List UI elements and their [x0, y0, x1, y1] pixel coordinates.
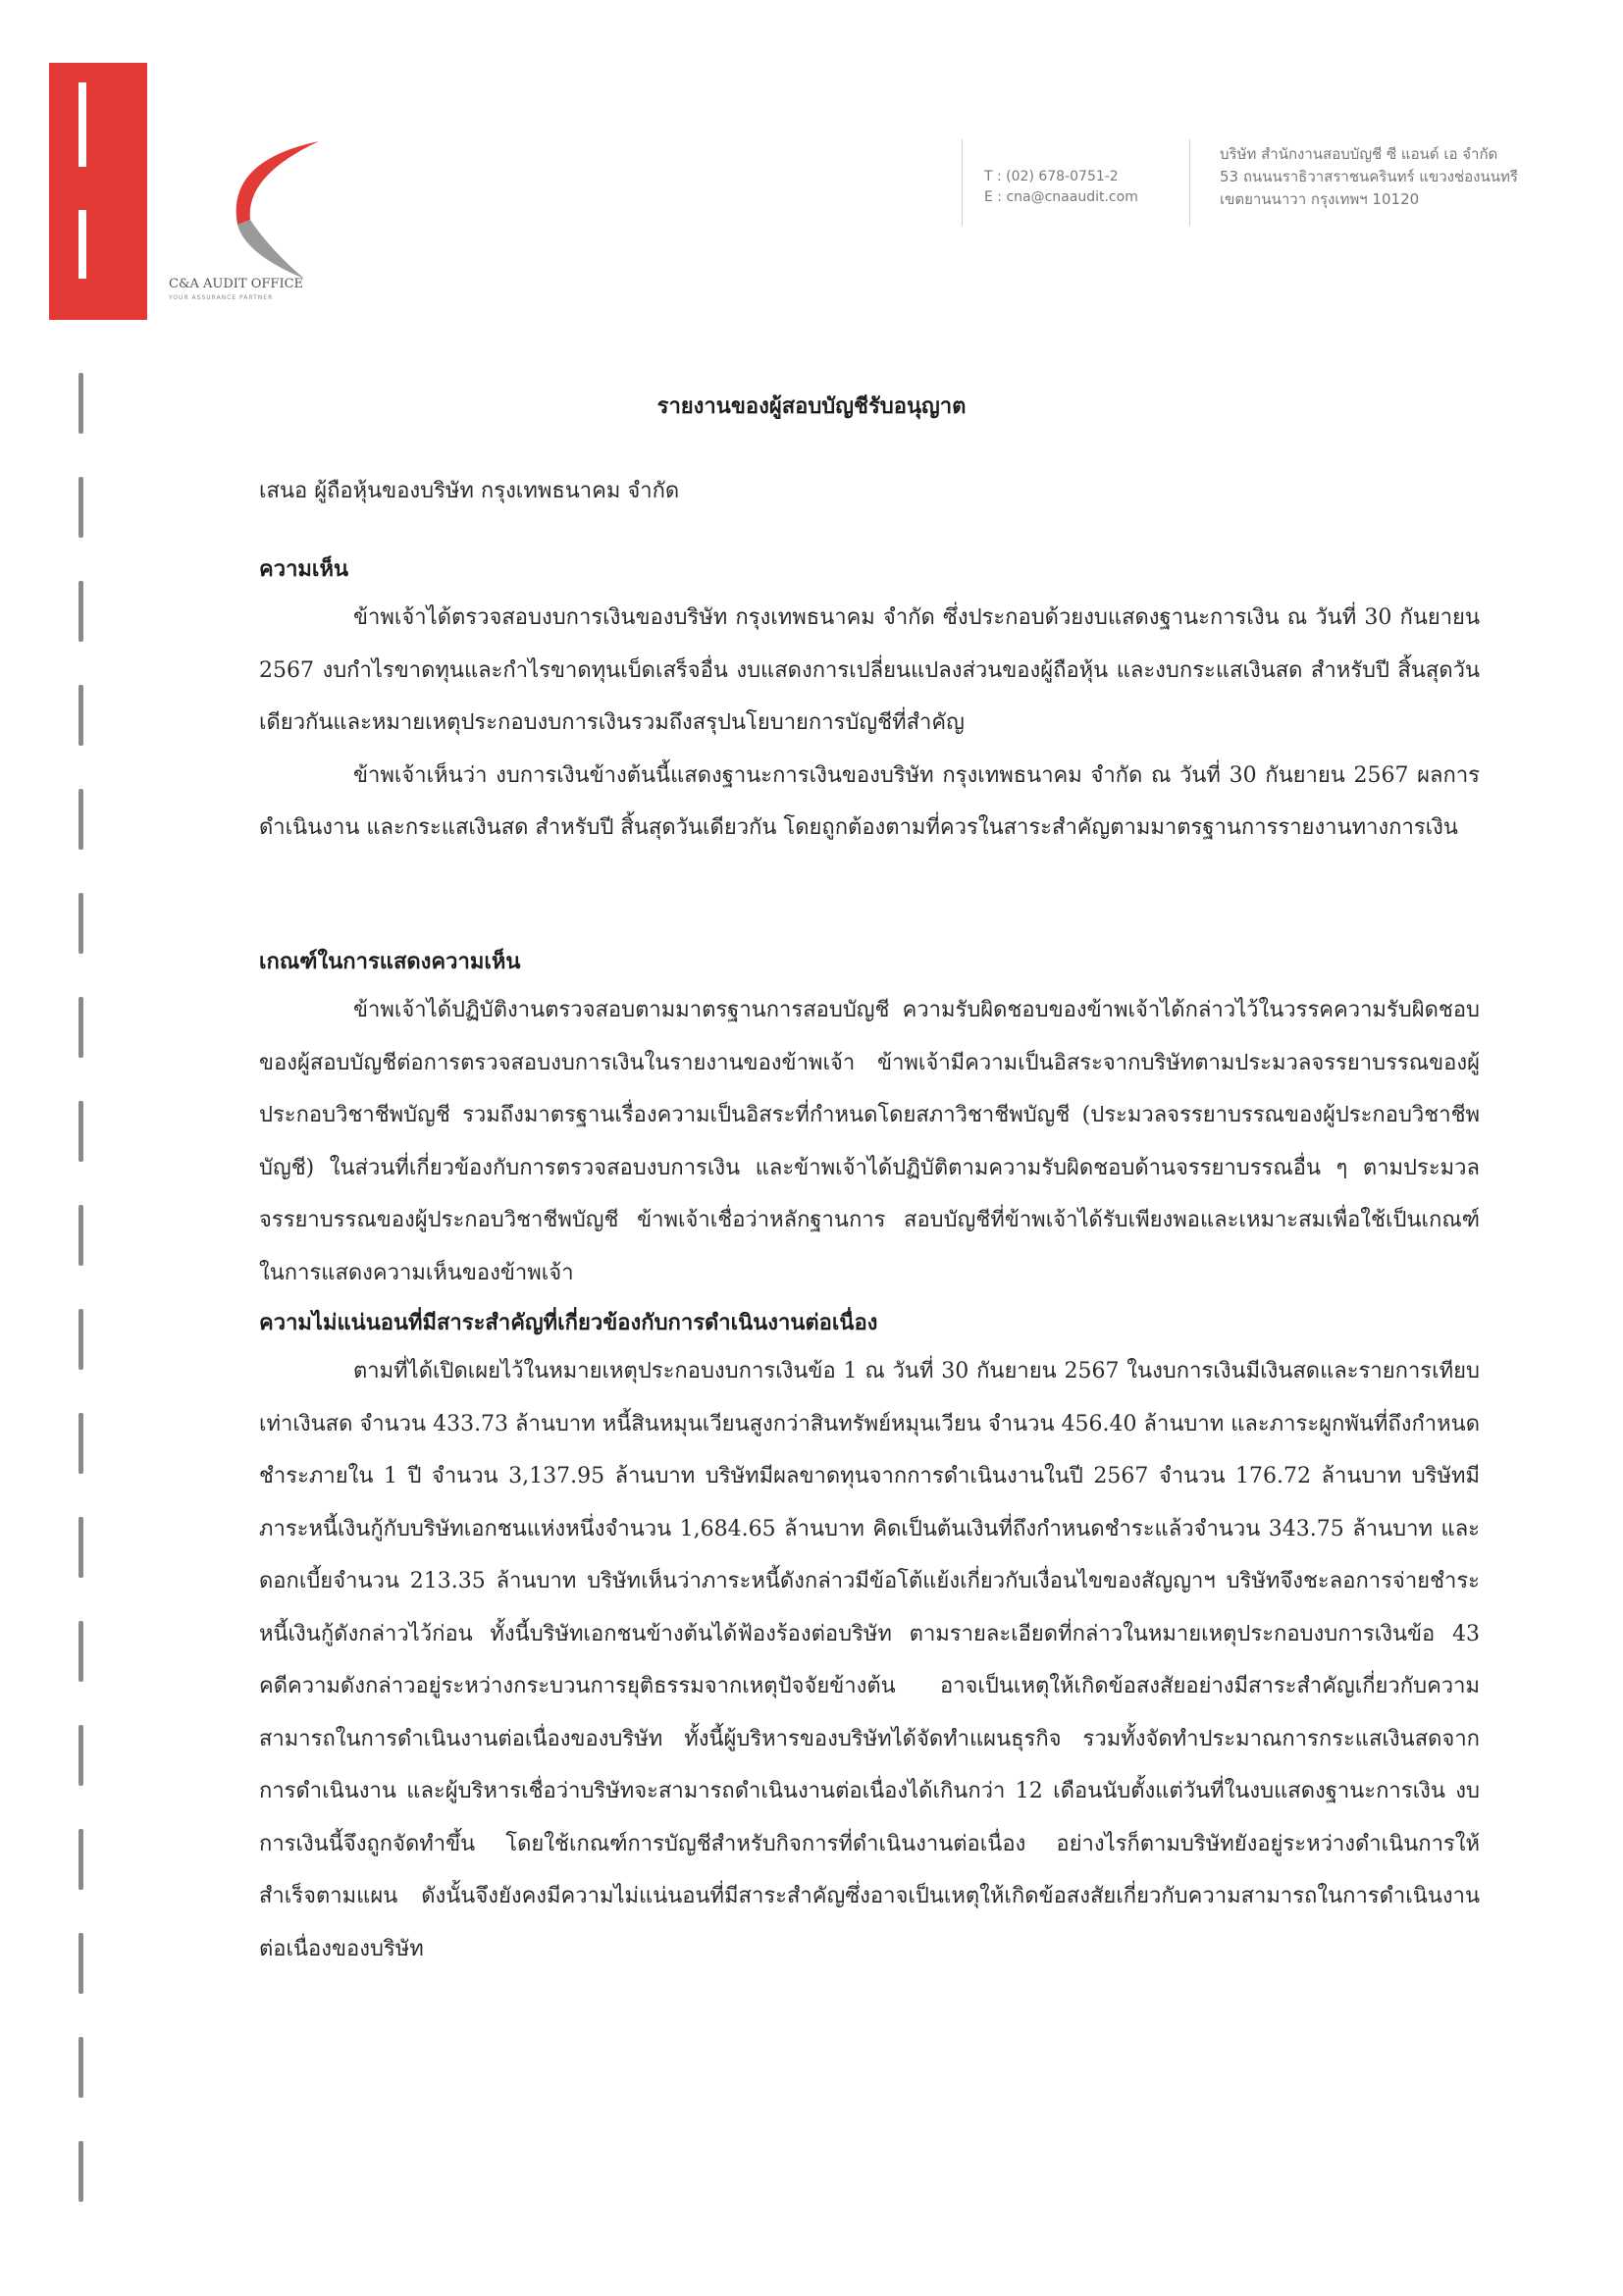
paragraph: ข้าพเจ้าเห็นว่า งบการเงินข้างต้นนี้แสดงฐานะการเงินของบริษัท กรุงเทพธนาคม จำกัด ณ วันที่ 30 กันยายน 2567 ผลการดำเนินงาน และกระแสเงินสด สำหรับปี สิ้นสุดวันเดียวกัน โดยถูกต้องตามที่ควรในสาระสำคัญตามมาตรฐานการรายงานทางการเงิน — [259, 762, 1480, 840]
binding-mark — [79, 1413, 83, 1474]
binding-holes — [71, 294, 90, 2257]
binding-mark — [79, 1309, 83, 1370]
addressee: เสนอ ผู้ถือหุ้นของบริษัท กรุงเทพธนาคม จำกัด — [259, 479, 680, 503]
logo-red-bar — [49, 63, 147, 320]
section-body-basis — [259, 984, 1480, 1299]
section-body-going-concern — [259, 1345, 1480, 1975]
email-address: E : cna@cnaaudit.com — [984, 189, 1138, 205]
address-line: เขตยานนาวา กรุงเทพฯ 10120 — [1220, 190, 1420, 208]
address-line: 53 ถนนนราธิวาสราชนครินทร์ แขวงช่องนนทรี — [1220, 168, 1518, 185]
header-divider — [1189, 139, 1190, 226]
binding-mark — [79, 477, 83, 538]
section-body-opinion — [259, 592, 1480, 855]
address-line: บริษัท สำนักงานสอบบัญชี ซี แอนด์ เอ จำกัด — [1220, 145, 1498, 163]
binding-mark — [79, 997, 83, 1058]
binding-mark — [79, 1205, 83, 1266]
binding-mark — [79, 789, 83, 850]
binding-mark — [79, 581, 83, 642]
binding-mark — [79, 2037, 83, 2098]
section-heading-opinion: ความเห็น — [259, 556, 348, 582]
section-heading-going-concern: ความไม่แน่นอนที่มีสาระสำคัญที่เกี่ยวข้องกับการดำเนินงานต่อเนื่อง — [259, 1310, 878, 1335]
paragraph: ข้าพเจ้าได้ตรวจสอบงบการเงินของบริษัท กรุงเทพธนาคม จำกัด ซึ่งประกอบด้วยงบแสดงฐานะการเงิน ณ วันที่ 30 กันยายน 2567 งบกำไรขาดทุนและกำไรขาดทุนเบ็ดเสร็จอื่น งบแสดงการเปลี่ยนแปลงส่วนของผู้ถือหุ้น และงบกระแสเงินสด สำหรับปี สิ้นสุดวันเดียวกันและหมายเหตุประกอบงบการเงินรวมถึงสรุปนโยบายการบัญชีที่สำคัญ — [259, 605, 1480, 735]
paragraph: ตามที่ได้เปิดเผยไว้ในหมายเหตุประกอบงบการเงินข้อ 1 ณ วันที่ 30 กันยายน 2567 ในงบการเงินมีเงินสดและรายการเทียบเท่าเงินสด จำนวน 433.73 ล้านบาท หนี้สินหมุนเวียนสูงกว่าสินทรัพย์หมุนเวียน จำนวน 456.40 ล้านบาท และภาระผูกพันที่ถึงกำหนดชำระภายใน 1 ปี จำนวน 3,137.95 ล้านบาท บริษัทมีผลขาดทุนจากการดำเนินงานในปี 2567 จำนวน 176.72 ล้านบาท บริษัทมีภาระหนี้เงินกู้กับบริษัทเอกชนแห่งหนึ่งจำนวน 1,684.65 ล้านบาท คิดเป็นต้นเงินที่ถึงกำหนดชำระแล้วจำนวน 343.75 ล้านบาท และดอกเบี้ยจำนวน 213.35 ล้านบาท บริษัทเห็นว่าภาระหนี้ดังกล่าวมีข้อโต้แย้งเกี่ยวกับเงื่อนไขของสัญญาฯ บริษัทจึงชะลอการจ่ายชำระหนี้เงินกู้ดังกล่าวไว้ก่อน ทั้งนี้บริษัทเอกชนข้างต้นได้ฟ้องร้องต่อบริษัท ตามรายละเอียดที่กล่าวในหมายเหตุประกอบงบการเงินข้อ 43 คดีความดังกล่าวอยู่ระหว่างกระบวนการยุติธรรมจากเหตุปัจจัยข้างต้น อาจเป็นเหตุให้เกิดข้อสงสัยอย่างมีสาระสำคัญเกี่ยวกับความสามารถในการดำเนินงานต่อเนื่องของบริษัท ทั้งนี้ผู้บริหารของบริษัทได้จัดทำแผนธุรกิจ รวมทั้งจัดทำประมาณการกระแสเงินสดจากการดำเนินงาน และผู้บริหารเชื่อว่าบริษัทจะสามารถดำเนินงานต่อเนื่องได้เกินกว่า 12 เดือนนับตั้งแต่วันที่ในงบแสดงฐานะการเงิน งบการเงินนี้จึงถูกจัดทำขึ้น โดยใช้เกณฑ์การบัญชีสำหรับกิจการที่ดำเนินงานต่อเนื่อง อย่างไรก็ตามบริษัทยังอยู่ระหว่างดำเนินการให้สำเร็จตามแผน ดังนั้นจึงยังคงมีความไม่แน่นอนที่มีสาระสำคัญซึ่งอาจเป็นเหตุให้เกิดข้อสงสัยเกี่ยวกับความสามารถในการดำเนินงานต่อเนื่องของบริษัท — [259, 1359, 1480, 1961]
binding-mark — [79, 1933, 83, 1994]
binding-mark — [79, 1829, 83, 1890]
header-divider — [962, 139, 963, 226]
logo-tagline: YOUR ASSURANCE PARTNER — [169, 294, 274, 301]
binding-mark — [79, 893, 83, 954]
company-logo — [49, 63, 314, 318]
contact-info — [984, 167, 1138, 208]
company-address — [1220, 143, 1518, 211]
binding-mark — [79, 1517, 83, 1578]
logo-c-mark-icon — [196, 131, 334, 288]
phone-number: T : (02) 678-0751-2 — [984, 169, 1119, 184]
binding-mark — [79, 1101, 83, 1162]
binding-mark — [79, 2141, 83, 2202]
logo-name: C&A AUDIT OFFICE — [169, 277, 304, 291]
report-title: รายงานของผู้สอบบัญชีรับอนุญาต — [656, 393, 967, 419]
binding-mark — [79, 1725, 83, 1786]
paragraph: ข้าพเจ้าได้ปฏิบัติงานตรวจสอบตามมาตรฐานการสอบบัญชี ความรับผิดชอบของข้าพเจ้าได้กล่าวไว้ในวรรคความรับผิดชอบของผู้สอบบัญชีต่อการตรวจสอบงบการเงินในรายงานของข้าพเจ้า ข้าพเจ้ามีความเป็นอิสระจากบริษัทตามประมวลจรรยาบรรณของผู้ประกอบวิชาชีพบัญชี รวมถึงมาตรฐานเรื่องความเป็นอิสระที่กำหนดโดยสภาวิชาชีพบัญชี (ประมวลจรรยาบรรณของผู้ประกอบวิชาชีพบัญชี) ในส่วนที่เกี่ยวข้องกับการตรวจสอบงบการเงิน และข้าพเจ้าได้ปฏิบัติตามความรับผิดชอบด้านจรรยาบรรณอื่น ๆ ตามประมวลจรรยาบรรณของผู้ประกอบวิชาชีพบัญชี ข้าพเจ้าเชื่อว่าหลักฐานการ สอบบัญชีที่ข้าพเจ้าได้รับเพียงพอและเหมาะสมเพื่อใช้เป็นเกณฑ์ในการแสดงความเห็นของข้าพเจ้า — [259, 998, 1480, 1285]
section-heading-basis: เกณฑ์ในการแสดงความเห็น — [259, 949, 521, 974]
binding-mark — [79, 1621, 83, 1682]
binding-mark — [79, 685, 83, 746]
